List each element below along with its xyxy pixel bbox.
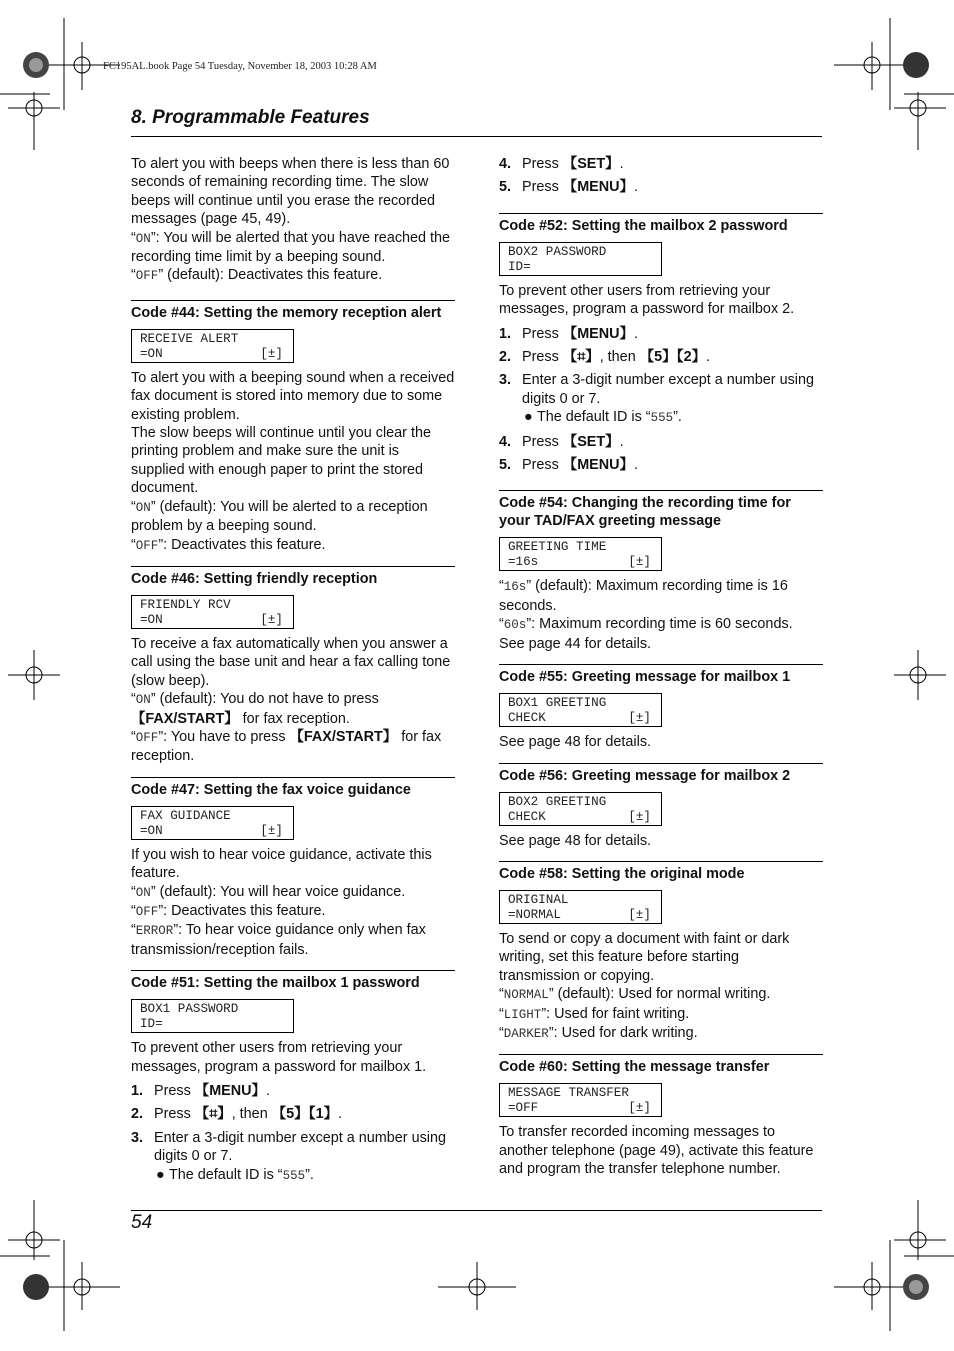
code-54-16s-option: “16s” (default): Maximum recording time is 16 seconds.: [499, 578, 788, 614]
section-title-code-52: Code #52: Setting the mailbox 2 password: [499, 217, 788, 234]
code-58-darker-option: “DARKER”: Used for dark writing.: [499, 1024, 698, 1041]
step-item: 5. Press 【MENU】.: [499, 179, 638, 196]
code-46-on-option: “ON” (default): You do not have to press 【FAX/START】 for fax reception.: [131, 691, 379, 727]
code-54-see-page: See page 44 for details.: [499, 635, 652, 652]
lcd-display-code-44: RECEIVE ALERT =ON [±]: [131, 329, 294, 363]
step-item: 5. Press 【MENU】.: [499, 457, 638, 474]
page-number: 54: [131, 1212, 153, 1233]
step-item: 3. Enter a 3-digit number except a number using digits 0 or 7. ● The default ID is “555”.: [499, 371, 823, 427]
lcd-display-code-52: BOX2 PASSWORD ID=: [499, 242, 662, 276]
code-44-on-option: “ON” (default): You will be alerted to a reception problem by a beeping sound.: [131, 498, 428, 535]
right-column: [499, 155, 823, 1179]
section-title-code-54: Code #54: Changing the recording time for your TAD/FAX greeting message: [499, 495, 791, 530]
step-item: 1. Press 【MENU】.: [499, 325, 638, 342]
lcd-display-code-55: BOX1 GREETING CHECK [±]: [499, 693, 662, 727]
left-column: [131, 155, 455, 1190]
code-51-description: To prevent other users from retrieving your messages, program a password for mailbox 1.: [131, 1040, 427, 1075]
default-id-note: ● The default ID is “555”.: [524, 409, 682, 426]
code-58-normal-option: “NORMAL” (default): Used for normal writing.: [499, 986, 771, 1003]
step-item: 1. Press 【MENU】.: [131, 1083, 270, 1099]
section-title-code-56: Code #56: Greeting message for mailbox 2: [499, 767, 791, 784]
footer-rule: [131, 1210, 822, 1211]
code-47-description: If you wish to hear voice guidance, activate this feature.: [131, 846, 432, 882]
section-title-code-58: Code #58: Setting the original mode: [499, 865, 745, 882]
code-47-on-option: “ON” (default): You will hear voice guidance.: [131, 883, 406, 900]
default-id-note: ● The default ID is “555”.: [156, 1166, 314, 1183]
section-title-code-47: Code #47: Setting the fax voice guidance: [131, 781, 411, 798]
intro-on-option: “ON”: You will be alerted that you have reached the recording time limit by a beeping sound.: [131, 229, 451, 266]
lcd-display-code-56: BOX2 GREETING CHECK [±]: [499, 792, 662, 826]
step-item: 2. Press 【⌗】, then 【5】【1】.: [131, 1106, 343, 1123]
code-60-description: To transfer recorded incoming messages to another telephone (page 49), activate this feature and program the transfer telephone number.: [499, 1124, 814, 1178]
intro-off-option: “OFF” (default): Deactivates this feature.: [131, 267, 383, 284]
code-44-off-option: “OFF”: Deactivates this feature.: [131, 536, 326, 553]
code-44-description: To alert you with a beeping sound when a received fax document is stored into memory due to some existing problem.: [131, 369, 455, 423]
lcd-display-code-47: FAX GUIDANCE =ON [±]: [131, 806, 294, 840]
code-51-steps-continued: [499, 155, 823, 197]
code-47-error-option: “ERROR”: To hear voice guidance only when fax transmission/reception fails.: [131, 922, 426, 958]
step-item: 4. Press 【SET】.: [499, 156, 624, 172]
section-title-code-51: Code #51: Setting the mailbox 1 password: [131, 975, 420, 992]
intro-paragraph: To alert you with beeps when there is less than 60 seconds of remaining recording time. The slow beeps will continue until you erase the recorded messages (page 45, 49).: [131, 156, 450, 228]
step-item: 4. Press 【SET】.: [499, 433, 624, 450]
lcd-display-code-58: ORIGINAL =NORMAL [±]: [499, 890, 662, 924]
code-46-description: To receive a fax automatically when you answer a call using the base unit and hear a fax calling tone (slow beep).: [131, 635, 451, 689]
code-58-light-option: “LIGHT”: Used for faint writing.: [499, 1005, 690, 1022]
code-56-see-page: See page 48 for details.: [499, 832, 652, 849]
lcd-display-code-46: FRIENDLY RCV =ON [±]: [131, 595, 294, 629]
step-item: 2. Press 【⌗】, then 【5】【2】.: [499, 349, 711, 366]
code-54-60s-option: “60s”: Maximum recording time is 60 seconds.: [499, 616, 793, 633]
code-46-off-option: “OFF”: You have to press 【FAX/START】 for fax reception.: [131, 728, 442, 765]
lcd-display-code-51: BOX1 PASSWORD ID=: [131, 999, 294, 1033]
section-title-code-55: Code #55: Greeting message for mailbox 1: [499, 669, 791, 686]
step-item: 3. Enter a 3-digit number except a number using digits 0 or 7. ● The default ID is “555”.: [131, 1129, 455, 1185]
code-44-description-2: The slow beeps will continue until you clear the printing problem and make sure the unit is supplied with enough paper to print the stored document.: [131, 425, 431, 497]
lcd-display-code-54: GREETING TIME =16s [±]: [499, 537, 662, 571]
header-rule: [131, 136, 822, 137]
lcd-display-code-60: MESSAGE TRANSFER =OFF [±]: [499, 1083, 662, 1117]
file-slug: FC195AL.book Page 54 Tuesday, November 18, 2003 10:28 AM: [103, 61, 377, 72]
section-title-code-60: Code #60: Setting the message transfer: [499, 1059, 770, 1076]
code-52-description: To prevent other users from retrieving your messages, program a password for mailbox 2.: [499, 282, 795, 318]
code-55-see-page: See page 48 for details.: [499, 734, 652, 751]
code-51-steps: [131, 1082, 455, 1185]
section-title-code-44: Code #44: Setting the memory reception alert: [131, 304, 442, 321]
code-52-steps: [499, 325, 823, 475]
code-47-off-option: “OFF”: Deactivates this feature.: [131, 902, 326, 919]
section-title-code-46: Code #46: Setting friendly reception: [131, 570, 378, 587]
page-title: 8. Programmable Features: [131, 107, 370, 128]
code-58-description: To send or copy a document with faint or dark writing, set this feature before starting transmission or copying.: [499, 930, 790, 984]
